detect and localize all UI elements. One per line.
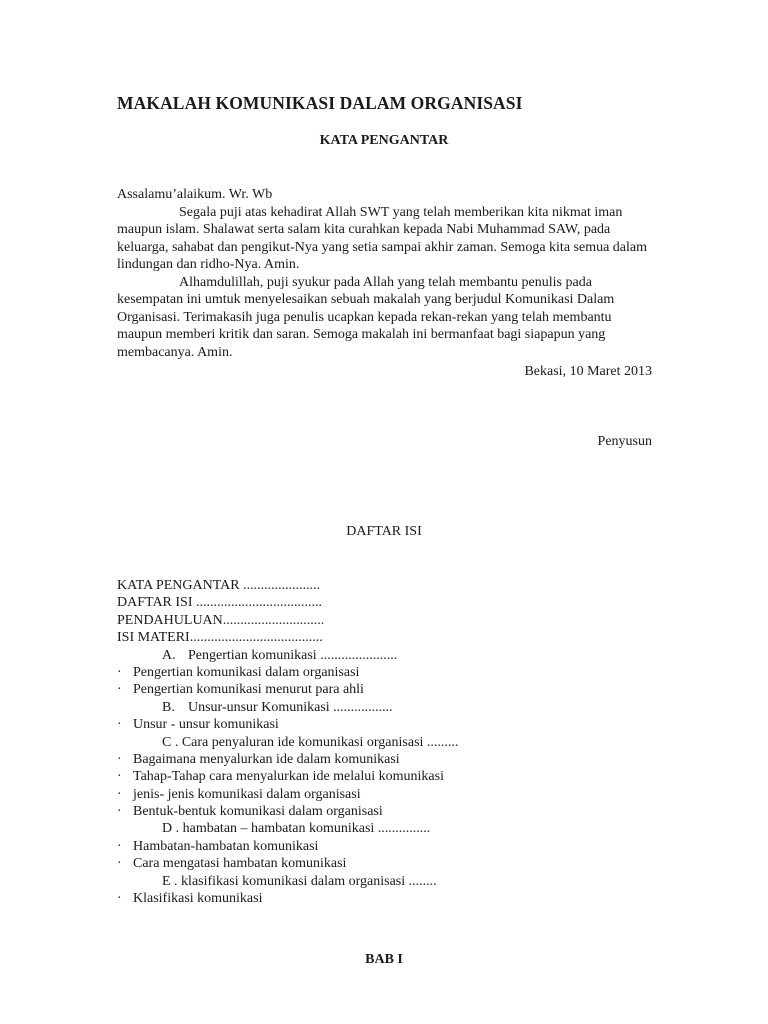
toc-entry [117, 803, 458, 820]
toc-entry [117, 647, 458, 664]
bullet-icon: · [117, 769, 122, 785]
toc-entry: PENDAHULUAN............................. [117, 612, 325, 628]
bullet-icon: · [117, 838, 122, 854]
toc-entry: ISI MATERI...................................... [117, 630, 323, 646]
bullet-icon: · [117, 664, 122, 680]
toc-entry [117, 681, 458, 698]
toc-entry [117, 890, 458, 907]
toc-entry [117, 716, 458, 733]
bullet-icon: · [117, 751, 122, 767]
toc-heading: DAFTAR ISI [346, 524, 422, 539]
preface-heading: KATA PENGANTAR [319, 133, 449, 148]
signature-label: Penyusun [597, 434, 652, 449]
toc-entry-text: Unsur - unsur komunikasi [133, 717, 279, 733]
bullet-icon: · [117, 682, 122, 698]
toc-entry-letter: B. [162, 699, 175, 715]
preface-body [117, 186, 657, 361]
toc-entry [117, 768, 458, 785]
toc-entry-text: jenis- jenis komunikasi dalam organisasi [133, 786, 361, 802]
toc-entry-text: Pengertian komunikasi ...................... [188, 647, 398, 663]
bullet-icon: · [117, 856, 122, 872]
toc-entry [117, 855, 458, 872]
toc-entry: D . hambatan – hambatan komunikasi ............... [162, 821, 431, 837]
toc-entry-text: Pengertian komunikasi menurut para ahli [133, 682, 364, 698]
toc-entry-text: Cara mengatasi hambatan komunikasi [133, 856, 347, 872]
toc-entry-text: Unsur-unsur Komunikasi ................. [188, 699, 393, 715]
place-date: Bekasi, 10 Maret 2013 [524, 364, 652, 379]
bullet-icon: · [117, 891, 122, 907]
toc-entry: C . Cara penyaluran ide komunikasi organisasi ......... [162, 734, 459, 750]
toc-entry [117, 838, 458, 855]
toc-entry-text: Tahap-Tahap cara menyalurkan ide melalui komunikasi [133, 769, 444, 785]
toc-entry: DAFTAR ISI .................................... [117, 595, 322, 611]
toc-entry [117, 664, 458, 681]
toc-entry-text: Hambatan-hambatan komunikasi [133, 838, 319, 854]
toc-entry-text: Pengertian komunikasi dalam organisasi [133, 664, 360, 680]
toc-entry [117, 751, 458, 768]
toc-entry-text: Bagaimana menyalurkan ide dalam komunikasi [133, 751, 400, 767]
toc-entry: KATA PENGANTAR ...................... [117, 578, 321, 593]
bullet-icon: · [117, 804, 122, 820]
toc-entry-letter: A. [162, 647, 176, 663]
preface-paragraph-2: Alhamdulillah, puji syukur pada Allah yang telah membantu penulis pada kesempatan ini umtuk menyelesaikan sebuah makalah yang berjudul Komunikasi Dalam Organisasi. Terimakasih juga penulis ucapkan kepada rekan-rekan yang telah membantu maupun memberi kritik dan saran. Semoga makalah ini bermanfaat bagi siapapun yang membacanya. Amin. [117, 274, 615, 360]
bullet-icon: · [117, 717, 122, 733]
bullet-icon: · [117, 786, 122, 802]
preface-paragraph-1: Segala puji atas kehadirat Allah SWT yang telah memberikan kita nikmat iman maupun islam. Shalawat serta salam kita curahkan kepada Nabi Muhammad SAW, pada keluarga, sahabat dan pengikut-Nya yang setia sampai akhir zaman. Semoga kita semua dalam lindungan dan ridho-Nya. Amin. [117, 204, 648, 272]
greeting: Assalamu’alaikum. Wr. Wb [117, 187, 273, 202]
document-title: MAKALAH KOMUNIKASI DALAM ORGANISASI [117, 93, 523, 113]
table-of-contents [117, 577, 458, 907]
toc-entry [117, 699, 458, 716]
toc-entry-text: Klasifikasi komunikasi [133, 891, 263, 907]
toc-entry: E . klasifikasi komunikasi dalam organisasi ........ [162, 873, 437, 889]
toc-entry [117, 786, 458, 803]
chapter-heading: BAB I [365, 952, 403, 967]
toc-entry-text: Bentuk-bentuk komunikasi dalam organisasi [133, 804, 383, 820]
